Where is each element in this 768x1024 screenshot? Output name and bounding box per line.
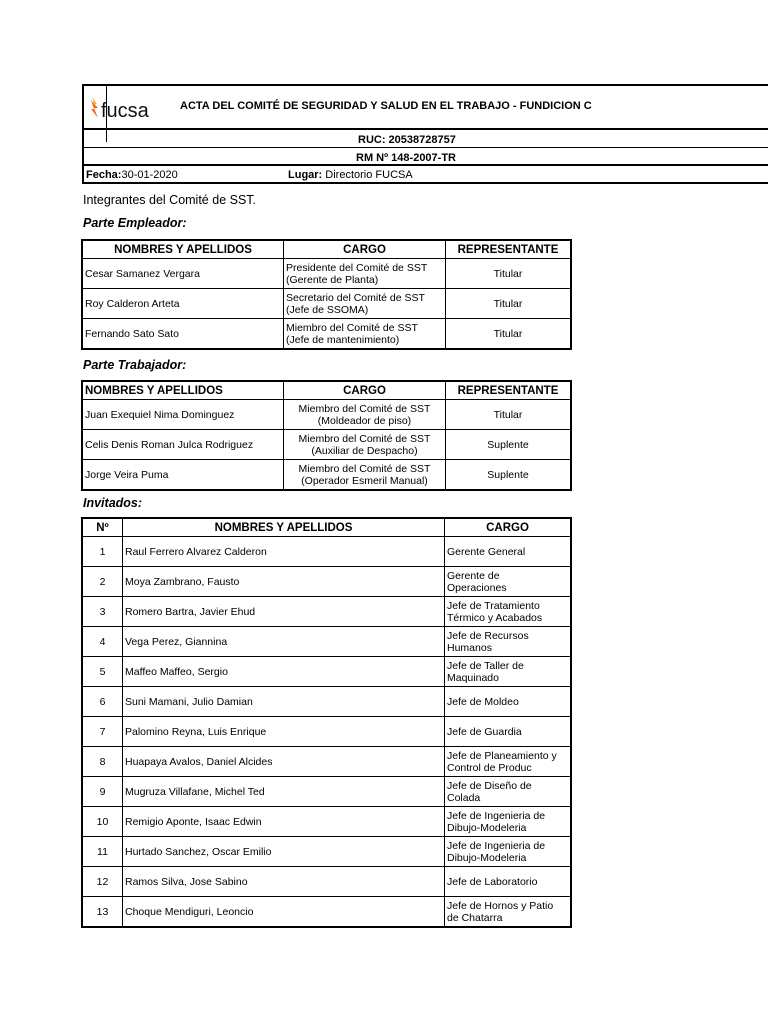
member-cargo [284,259,446,289]
invitado-name: Mugruza Villafane, Michel Ted [123,777,445,807]
member-name: Juan Exequiel Nima Dominguez [83,400,284,430]
invitado-cargo [445,597,571,627]
trabajador-table [82,381,571,490]
table-row [83,807,571,837]
invitado-name: Ramos Silva, Jose Sabino [123,867,445,897]
document-title: ACTA DEL COMITÉ DE SEGURIDAD Y SALUD EN EL TRABAJO - FUNDICION C [180,100,592,112]
table-header-row [83,519,571,537]
fecha-label: Fecha: [86,169,122,181]
cargo-line: Jefe de Taller de [447,659,524,672]
invitado-name: Romero Bartra, Javier Ehud [123,597,445,627]
column-header: CARGO [445,519,571,537]
cargo-line: Jefe de Tratamiento [447,599,540,612]
cargo-line: Miembro del Comité de SST [298,462,431,475]
invitado-cargo [445,717,571,747]
invitados-heading: Invitados: [83,496,143,510]
invitado-number: 2 [83,567,123,597]
cargo-line: (Jefe de mantenimiento) [286,333,400,346]
table-row [83,777,571,807]
table-row [83,319,571,349]
invitado-name: Moya Zambrano, Fausto [123,567,445,597]
table-row [83,657,571,687]
cargo-line: Jefe de Guardia [447,725,522,738]
invitado-number: 5 [83,657,123,687]
invitado-name: Huapaya Avalos, Daniel Alcides [123,747,445,777]
table-row [83,537,571,567]
cargo-line: Miembro del Comité de SST [286,321,418,334]
invitados-table [82,518,571,927]
invitado-cargo [445,807,571,837]
invitado-number: 10 [83,807,123,837]
invitado-number: 13 [83,897,123,927]
invitado-name: Raul Ferrero Alvarez Calderon [123,537,445,567]
invitado-name: Vega Perez, Giannina [123,627,445,657]
column-header: REPRESENTANTE [446,382,571,400]
fecha-field [86,169,178,181]
fecha-value: 30-01-2020 [121,169,178,181]
member-representante: Titular [446,259,571,289]
cargo-line: de Chatarra [447,911,503,924]
lugar-label: Lugar: [288,169,323,181]
empleador-table [82,240,571,349]
invitado-number: 8 [83,747,123,777]
invitado-cargo [445,747,571,777]
invitado-cargo [445,657,571,687]
member-name: Cesar Samanez Vergara [83,259,284,289]
cargo-line: Térmico y Acabados [447,611,543,624]
column-header: REPRESENTANTE [446,241,571,259]
cargo-line: Gerente de [447,569,500,582]
invitado-cargo [445,537,571,567]
cargo-line: (Moldeador de piso) [317,414,412,427]
invitado-number: 9 [83,777,123,807]
member-cargo [284,460,446,490]
integrantes-heading: Integrantes del Comité de SST. [83,193,257,207]
table-row [83,289,571,319]
table-row [83,597,571,627]
invitado-number: 11 [83,837,123,867]
header-rule [84,128,768,130]
table-row [83,687,571,717]
invitado-name: Hurtado Sanchez, Oscar Emilio [123,837,445,867]
table-row [83,460,571,490]
cargo-line: Dibujo-Modeleria [447,821,527,834]
invitado-name: Maffeo Maffeo, Sergio [123,657,445,687]
invitado-number: 6 [83,687,123,717]
invitado-cargo [445,897,571,927]
cargo-line: Jefe de Recursos [447,629,529,642]
document-header [82,84,768,184]
table-row [83,897,571,927]
table-row [83,627,571,657]
column-header: CARGO [284,241,446,259]
logo-text: fucsa [101,100,149,122]
invitado-number: 1 [83,537,123,567]
cargo-line: Jefe de Ingenieria de [447,839,546,852]
member-cargo [284,289,446,319]
member-representante: Titular [446,319,571,349]
member-name: Fernando Sato Sato [83,319,284,349]
cargo-line: Control de Produc [447,761,532,774]
cargo-line: Secretario del Comité de SST [286,291,425,304]
table-row [83,837,571,867]
member-cargo [284,319,446,349]
cargo-line: Colada [447,791,481,804]
table-row [83,430,571,460]
cargo-line: Jefe de Hornos y Patio [447,899,554,912]
invitado-cargo [445,777,571,807]
invitado-number: 7 [83,717,123,747]
table-row [83,567,571,597]
member-cargo [284,430,446,460]
cargo-line: Presidente del Comité de SST [286,261,428,274]
lugar-field [288,169,413,181]
table-row [83,717,571,747]
invitado-cargo [445,837,571,867]
invitado-cargo [445,867,571,897]
column-header: Nº [83,519,123,537]
cargo-line: Miembro del Comité de SST [298,432,431,445]
member-cargo [284,400,446,430]
header-rule [84,147,768,148]
cargo-line: (Operador Esmeril Manual) [301,474,428,487]
invitado-cargo [445,567,571,597]
invitado-number: 3 [83,597,123,627]
invitado-cargo [445,687,571,717]
table-header-row [83,241,571,259]
empleador-heading: Parte Empleador: [83,216,187,230]
cargo-line: Miembro del Comité de SST [298,402,431,415]
invitado-cargo [445,627,571,657]
cargo-line: Jefe de Ingenieria de [447,809,546,822]
cargo-line: (Jefe de SSOMA) [286,303,369,316]
table-row [83,400,571,430]
member-name: Jorge Veira Puma [83,460,284,490]
lugar-value: Directorio FUCSA [325,169,413,181]
table-row [83,259,571,289]
trabajador-heading: Parte Trabajador: [83,358,187,372]
rm-label: RM Nº 148-2007-TR [356,152,456,164]
table-row [83,867,571,897]
invitado-number: 4 [83,627,123,657]
member-name: Celis Denis Roman Julca Rodriguez [83,430,284,460]
ruc-label: RUC: 20538728757 [358,134,456,146]
invitado-name: Choque Mendiguri, Leoncio [123,897,445,927]
table-row [83,747,571,777]
member-representante: Suplente [446,430,571,460]
cargo-line: Jefe de Diseño de [447,779,532,792]
column-header: NOMBRES Y APELLIDOS [83,382,284,400]
cargo-line: Humanos [447,641,492,654]
cargo-line: Dibujo-Modeleria [447,851,527,864]
cargo-line: (Gerente de Planta) [286,273,379,286]
column-header: NOMBRES Y APELLIDOS [123,519,445,537]
cargo-line: Jefe de Planeamiento y [447,749,557,762]
header-rule [84,182,768,184]
invitado-name: Remigio Aponte, Isaac Edwin [123,807,445,837]
cargo-line: Jefe de Moldeo [447,695,519,708]
member-representante: Titular [446,289,571,319]
cargo-line: Jefe de Laboratorio [447,875,538,888]
column-header: CARGO [284,382,446,400]
invitado-name: Palomino Reyna, Luis Enrique [123,717,445,747]
cargo-line: Operaciones [447,581,507,594]
fucsa-logo [88,94,164,124]
table-header-row [83,382,571,400]
member-name: Roy Calderon Arteta [83,289,284,319]
invitado-name: Suni Mamani, Julio Damian [123,687,445,717]
cargo-line: Maquinado [447,671,499,684]
member-representante: Titular [446,400,571,430]
cargo-line: Gerente General [447,545,526,558]
column-header: NOMBRES Y APELLIDOS [83,241,284,259]
header-rule [84,164,768,166]
invitado-number: 12 [83,867,123,897]
cargo-line: (Auxiliar de Despacho) [311,444,418,457]
member-representante: Suplente [446,460,571,490]
